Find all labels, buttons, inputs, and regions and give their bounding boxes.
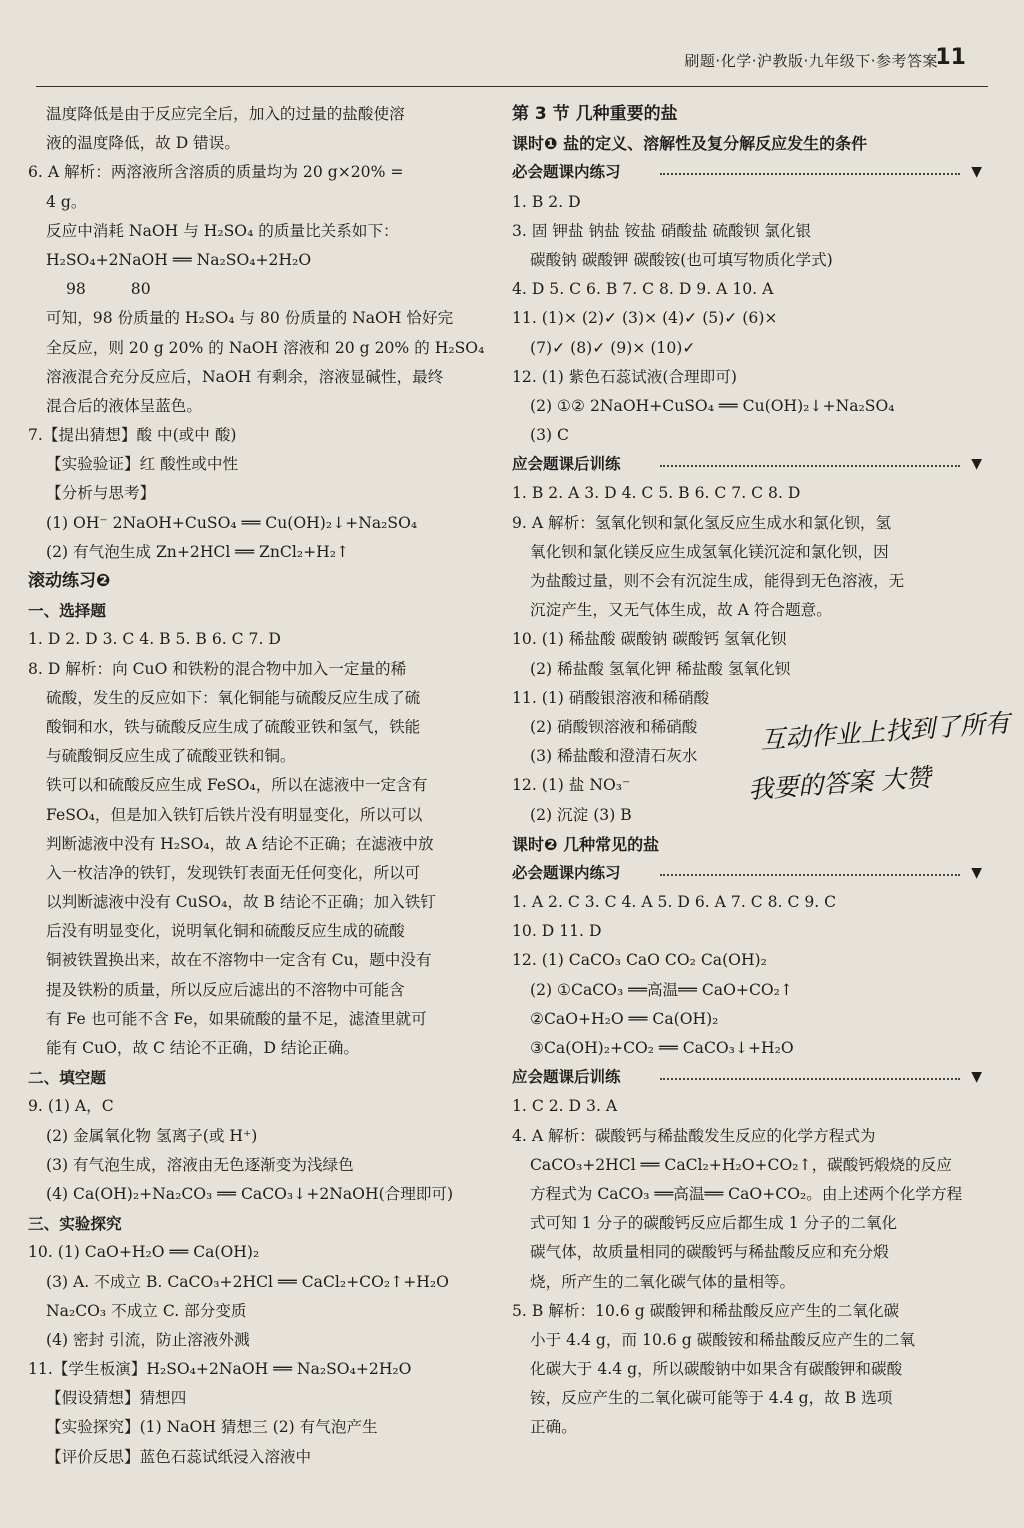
answer-line: 9. A 解析：氢氧化钡和氯化氢反应生成水和氯化钡，氢 <box>512 513 892 532</box>
answer-line: 可知，98 份质量的 H₂SO₄ 与 80 份质量的 NaOH 恰好完 <box>46 309 454 328</box>
subsection-title: 三、实验探究 <box>28 1214 122 1234</box>
answer-line: (3) C <box>530 426 569 445</box>
exercise-bar-label: 必会题课内练习 <box>512 163 621 182</box>
handwritten-note: 互动作业上找到了所有 <box>759 708 1011 755</box>
answer-line: 1. B 2. A 3. D 4. C 5. B 6. C 7. C 8. D <box>512 484 801 503</box>
exercise-bar <box>512 450 982 479</box>
exercise-bar <box>512 1063 982 1092</box>
answer-line: 12. (1) 盐 NO₃⁻ <box>512 776 631 795</box>
dotted-divider <box>660 874 960 876</box>
answer-line: 沉淀产生，又无气体生成，故 A 符合题意。 <box>530 601 832 620</box>
answer-line: 液的温度降低，故 D 错误。 <box>46 134 240 153</box>
answer-line: 碳酸钠 碳酸钾 碳酸铵(也可填写物质化学式) <box>530 250 833 269</box>
triangle-down-icon: ▼ <box>971 456 982 473</box>
answer-line: 氧化钡和氯化镁反应生成氢氧化镁沉淀和氯化钡，因 <box>530 542 889 561</box>
triangle-down-icon: ▼ <box>971 1069 982 1086</box>
answer-line: 6. A 解析：两溶液所含溶质的质量均为 20 g×20% = <box>28 163 404 182</box>
answer-line: 提及铁粉的质量，所以反应后滤出的不溶物中可能含 <box>46 980 405 999</box>
answer-line: (2) 沉淀 (3) B <box>530 805 632 824</box>
answer-line: 12. (1) CaCO₃ CaO CO₂ Ca(OH)₂ <box>512 951 767 970</box>
answer-line: 后没有明显变化，说明氧化铜和硫酸反应生成的硫酸 <box>46 922 405 941</box>
answer-line: 以判断滤液中没有 CuSO₄，故 B 结论不正确；加入铁钉 <box>46 893 436 912</box>
answer-line: 12. (1) 紫色石蕊试液(合理即可) <box>512 367 737 386</box>
answer-line: 1. D 2. D 3. C 4. B 5. B 6. C 7. D <box>28 630 281 649</box>
equation-line: 11.【学生板演】H₂SO₄+2NaOH ══ Na₂SO₄+2H₂O <box>28 1360 412 1379</box>
answer-line: 7.【提出猜想】酸 中(或中 酸) <box>28 426 237 445</box>
answer-line: 11. (1) 硝酸银溶液和稀硝酸 <box>512 688 710 707</box>
answer-line: 化碳大于 4.4 g，所以碳酸钠中如果含有碳酸钾和碳酸 <box>530 1360 903 1379</box>
answer-line: 1. C 2. D 3. A <box>512 1097 618 1116</box>
answer-line: 方程式为 CaCO₃ ══高温══ CaO+CO₂。由上述两个化学方程 <box>530 1184 963 1203</box>
left-column <box>28 100 500 1472</box>
equation-line: (2) ①② 2NaOH+CuSO₄ ══ Cu(OH)₂↓+Na₂SO₄ <box>530 396 895 415</box>
answer-line: 98 80 <box>66 280 151 299</box>
equation-line: CaCO₃+2HCl ══ CaCl₂+H₂O+CO₂↑，碳酸钙煅烧的反应 <box>530 1155 952 1174</box>
equation-line: ②CaO+H₂O ══ Ca(OH)₂ <box>530 1009 719 1028</box>
subsection-title: 二、填空题 <box>28 1068 106 1088</box>
answer-line: 【实验验证】红 酸性或中性 <box>46 455 239 474</box>
answer-line: (2) 稀盐酸 氢氧化钾 稀盐酸 氢氧化钡 <box>530 659 791 678</box>
answer-line: 烧，所产生的二氧化碳气体的量相等。 <box>530 1272 796 1291</box>
triangle-down-icon: ▼ <box>971 164 982 181</box>
answer-line: 【假设猜想】猜想四 <box>46 1389 187 1408</box>
answer-line: 铁可以和硫酸反应生成 FeSO₄，所以在滤液中一定含有 <box>46 776 428 795</box>
answer-line: 为盐酸过量，则不会有沉淀生成，能得到无色溶液，无 <box>530 572 905 590</box>
equation-line: ③Ca(OH)₂+CO₂ ══ CaCO₃↓+H₂O <box>530 1039 794 1057</box>
answer-line: 1. B 2. D <box>512 192 581 211</box>
page-header <box>0 45 1000 72</box>
subsection-title: 一、选择题 <box>28 601 106 621</box>
answer-line: 混合后的液体呈蓝色。 <box>46 396 202 415</box>
answer-line: 10. D 11. D <box>512 922 602 941</box>
header-title: 刷题·化学·沪教版·九年级下·参考答案 <box>684 52 938 70</box>
exercise-bar-label: 应会题课后训练 <box>512 455 621 474</box>
answer-line: (7)✓ (8)✓ (9)× (10)✓ <box>530 338 696 357</box>
answer-line: 【实验探究】(1) NaOH 猜想三 (2) 有气泡产生 <box>46 1418 378 1437</box>
equation-line: (2) 有气泡生成 Zn+2HCl ══ ZnCl₂+H₂↑ <box>46 542 350 561</box>
equation-line: (4) Ca(OH)₂+Na₂CO₃ ══ CaCO₃↓+2NaOH(合理即可) <box>46 1184 454 1203</box>
answer-line: 有 Fe 也可能不含 Fe，如果硫酸的量不足，滤渣里就可 <box>46 1009 427 1028</box>
answer-line: (3) 有气泡生成，溶液由无色逐渐变为浅绿色 <box>46 1155 354 1174</box>
answer-line: 铜被铁置换出来，故在不溶物中一定含有 Cu，题中没有 <box>46 951 432 970</box>
header-rule <box>36 86 988 87</box>
answer-line: 9. (1) A，C <box>28 1097 114 1116</box>
answer-line: 8. D 解析：向 CuO 和铁粉的混合物中加入一定量的稀 <box>28 659 407 678</box>
answer-line: (2) 金属氧化物 氢离子(或 H⁺) <box>46 1126 258 1145</box>
answer-line: 1. A 2. C 3. C 4. A 5. D 6. A 7. C 8. C 9. C <box>512 893 837 912</box>
exercise-bar <box>512 158 982 187</box>
answer-line: 铵，反应产生的二氧化碳可能等于 4.4 g，故 B 选项 <box>530 1389 893 1408</box>
answer-line: FeSO₄，但是加入铁钉后铁片没有明显变化，所以可以 <box>46 805 423 824</box>
equation-line: H₂SO₄+2NaOH ══ Na₂SO₄+2H₂O <box>46 250 312 269</box>
answer-line: 5. B 解析：10.6 g 碳酸钾和稀盐酸反应产生的二氧化碳 <box>512 1301 900 1320</box>
answer-line: 4. D 5. C 6. B 7. C 8. D 9. A 10. A <box>512 280 774 299</box>
dotted-divider <box>660 1078 960 1080</box>
answer-line: Na₂CO₃ 不成立 C. 部分变质 <box>46 1301 247 1320</box>
answer-line: 4. A 解析：碳酸钙与稀盐酸发生反应的化学方程式为 <box>512 1126 876 1145</box>
answer-line: 正确。 <box>530 1418 577 1437</box>
section-title: 滚动练习❷ <box>28 571 111 591</box>
answer-line: 温度降低是由于反应完全后，加入的过量的盐酸使溶 <box>46 105 405 123</box>
lesson-title: 课时❶ 盐的定义、溶解性及复分解反应发生的条件 <box>512 134 868 154</box>
dotted-divider <box>660 173 960 175</box>
answer-line: 11. (1)× (2)✓ (3)× (4)✓ (5)✓ (6)× <box>512 309 778 328</box>
handwritten-note: 我要的答案 大赞 <box>747 762 932 805</box>
lesson-title: 课时❷ 几种常见的盐 <box>512 834 660 854</box>
answer-line: 入一枚洁净的铁钉，发现铁钉表面无任何变化，所以可 <box>46 863 421 882</box>
section-title: 第 3 节 几种重要的盐 <box>512 104 678 124</box>
dotted-divider <box>660 465 960 467</box>
exercise-bar-label: 应会题课后训练 <box>512 1068 621 1087</box>
answer-line: 溶液混合充分反应后，NaOH 有剩余，溶液显碱性，最终 <box>46 367 444 386</box>
answer-line: 小于 4.4 g，而 10.6 g 碳酸铵和稀盐酸反应产生的二氧 <box>530 1330 915 1349</box>
answer-line: (2) 硝酸钡溶液和稀硝酸 <box>530 717 698 736</box>
answer-line: (4) 密封 引流，防止溶液外溅 <box>46 1330 250 1349</box>
exercise-bar <box>512 859 982 888</box>
answer-line: 反应中消耗 NaOH 与 H₂SO₄ 的质量比关系如下： <box>46 221 399 240</box>
answer-line: 能有 CuO，故 C 结论不正确，D 结论正确。 <box>46 1039 359 1057</box>
answer-line: 碳气体，故质量相同的碳酸钙与稀盐酸反应和充分煅 <box>530 1243 889 1262</box>
triangle-down-icon: ▼ <box>971 864 982 881</box>
answer-line: 式可知 1 分子的碳酸钙反应后都生成 1 分子的二氧化 <box>530 1214 898 1233</box>
answer-line: 3. 固 钾盐 钠盐 铵盐 硝酸盐 硫酸钡 氯化银 <box>512 221 812 240</box>
equation-line: (2) ①CaCO₃ ══高温══ CaO+CO₂↑ <box>530 980 793 999</box>
exercise-bar-label: 必会题课内练习 <box>512 863 621 882</box>
answer-line: 硫酸，发生的反应如下：氧化铜能与硫酸反应生成了硫 <box>46 688 421 707</box>
answer-line: 【分析与思考】 <box>46 484 156 503</box>
answer-line: 酸铜和水，铁与硫酸反应生成了硫酸亚铁和氢气，铁能 <box>46 717 421 736</box>
answer-line: 全反应，则 20 g 20% 的 NaOH 溶液和 20 g 20% 的 H₂SO₄ <box>46 338 485 357</box>
equation-line: (1) OH⁻ 2NaOH+CuSO₄ ══ Cu(OH)₂↓+Na₂SO₄ <box>46 513 418 532</box>
answer-line: 【评价反思】蓝色石蕊试纸浸入溶液中 <box>46 1447 312 1466</box>
equation-line: (3) A. 不成立 B. CaCO₃+2HCl ══ CaCl₂+CO₂↑+H₂O <box>46 1272 449 1291</box>
answer-line: 判断滤液中没有 H₂SO₄，故 A 结论不正确；在滤液中放 <box>46 834 434 853</box>
equation-line: 10. (1) CaO+H₂O ══ Ca(OH)₂ <box>28 1243 260 1262</box>
page-number: 11 <box>935 45 966 70</box>
answer-line: 4 g。 <box>46 192 87 211</box>
answer-line: 10. (1) 稀盐酸 碳酸钠 碳酸钙 氢氧化钡 <box>512 630 787 649</box>
answer-line: 与硫酸铜反应生成了硫酸亚铁和铜。 <box>46 747 296 766</box>
answer-line: (3) 稀盐酸和澄清石灰水 <box>530 747 698 766</box>
